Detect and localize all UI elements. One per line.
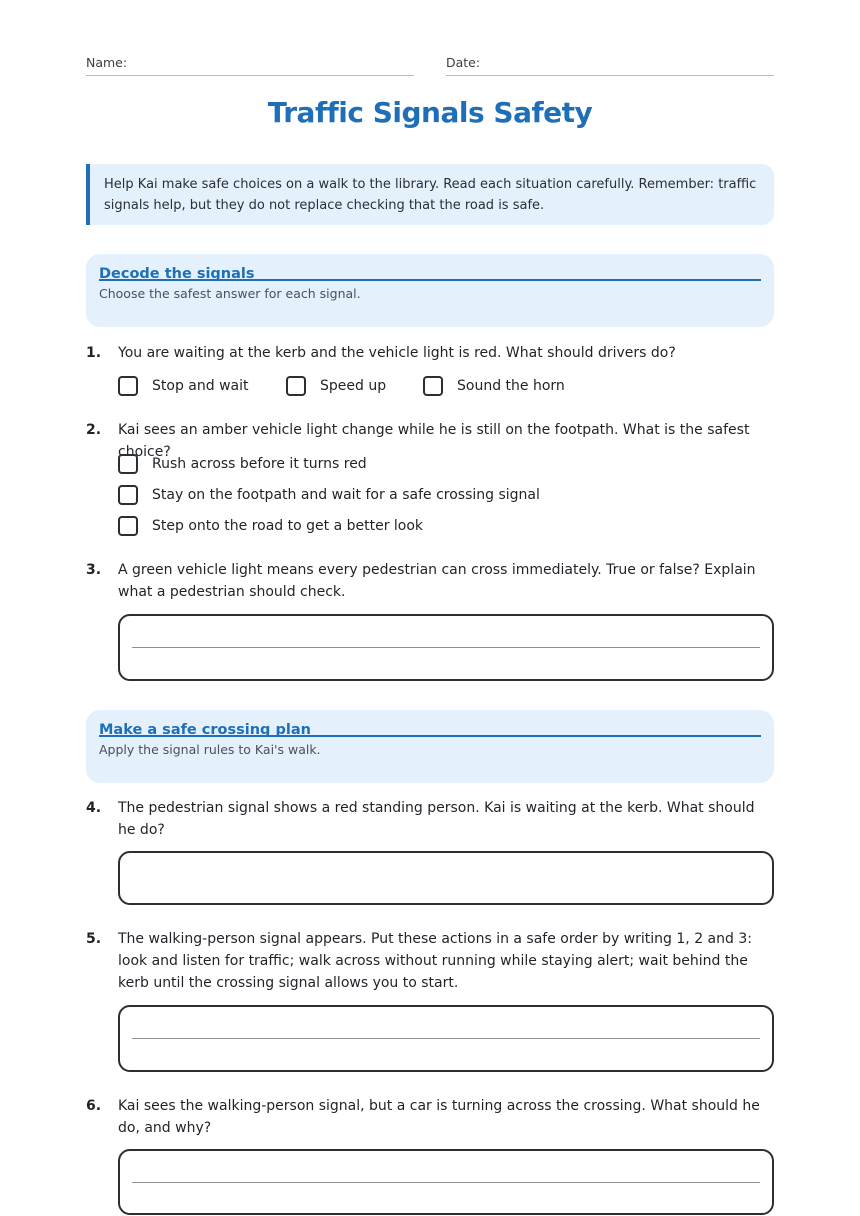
option-label: Speed up (320, 378, 387, 394)
answer-box-5[interactable] (118, 1005, 774, 1072)
question-number: 4. (86, 800, 102, 816)
worksheet-title: Traffic Signals Safety (267, 96, 593, 129)
option-label: Stop and wait (152, 378, 249, 394)
section-title: Decode the signals (99, 254, 761, 281)
answer-box-4[interactable] (118, 851, 774, 905)
name-field[interactable] (86, 53, 414, 76)
question-text: Kai sees the walking-person signal, but a car is turning across the crossing. What should he do, and why? (118, 1098, 760, 1136)
writing-line (132, 1038, 760, 1039)
answer-box-3[interactable] (118, 614, 774, 681)
checkbox[interactable] (118, 376, 138, 396)
question-text: A green vehicle light means every pedestrian can cross immediately. True or false? Explain what a pedestrian should check. (118, 562, 756, 600)
section-subtitle: Choose the safest answer for each signal. (99, 286, 361, 301)
date-field[interactable] (446, 53, 774, 76)
option-label: Rush across before it turns red (152, 456, 367, 472)
question-number: 5. (86, 931, 102, 947)
section-subtitle: Apply the signal rules to Kai's walk. (99, 742, 321, 757)
checkbox[interactable] (423, 376, 443, 396)
checkbox[interactable] (118, 454, 138, 474)
option-label: Stay on the footpath and wait for a safe crossing signal (152, 487, 540, 503)
writing-line (132, 1182, 760, 1183)
checkbox[interactable] (118, 485, 138, 505)
question-text: You are waiting at the kerb and the vehicle light is red. What should drivers do? (118, 345, 676, 361)
writing-line (132, 647, 760, 648)
checkbox[interactable] (286, 376, 306, 396)
question-number: 2. (86, 422, 102, 438)
name-date-row (86, 53, 774, 77)
section-decode-signals (86, 254, 774, 327)
name-label: Name: (86, 55, 128, 70)
section-crossing-plan (86, 710, 774, 783)
question-text: The walking-person signal appears. Put these actions in a safe order by writing 1, 2 and 3: look and listen for traffic; walk across without running while staying alert; wait behind the kerb until the crossing signal allows you to start. (118, 931, 752, 991)
checkbox[interactable] (118, 516, 138, 536)
intro-callout: Help Kai make safe choices on a walk to the library. Read each situation carefully. Remember: traffic signals help, but they do not replace checking that the road is safe. (86, 164, 774, 225)
question-text: The pedestrian signal shows a red standing person. Kai is waiting at the kerb. What should he do? (118, 800, 755, 838)
question-number: 3. (86, 562, 102, 578)
answer-box-6[interactable] (118, 1149, 774, 1215)
question-number: 6. (86, 1098, 102, 1114)
section-title: Make a safe crossing plan (99, 710, 761, 737)
question-text: Kai sees an amber vehicle light change while he is still on the footpath. What is the safest choice? (118, 422, 750, 460)
option-label: Step onto the road to get a better look (152, 518, 424, 534)
question-number: 1. (86, 345, 102, 361)
date-label: Date: (446, 55, 481, 70)
option-label: Sound the horn (457, 378, 565, 394)
